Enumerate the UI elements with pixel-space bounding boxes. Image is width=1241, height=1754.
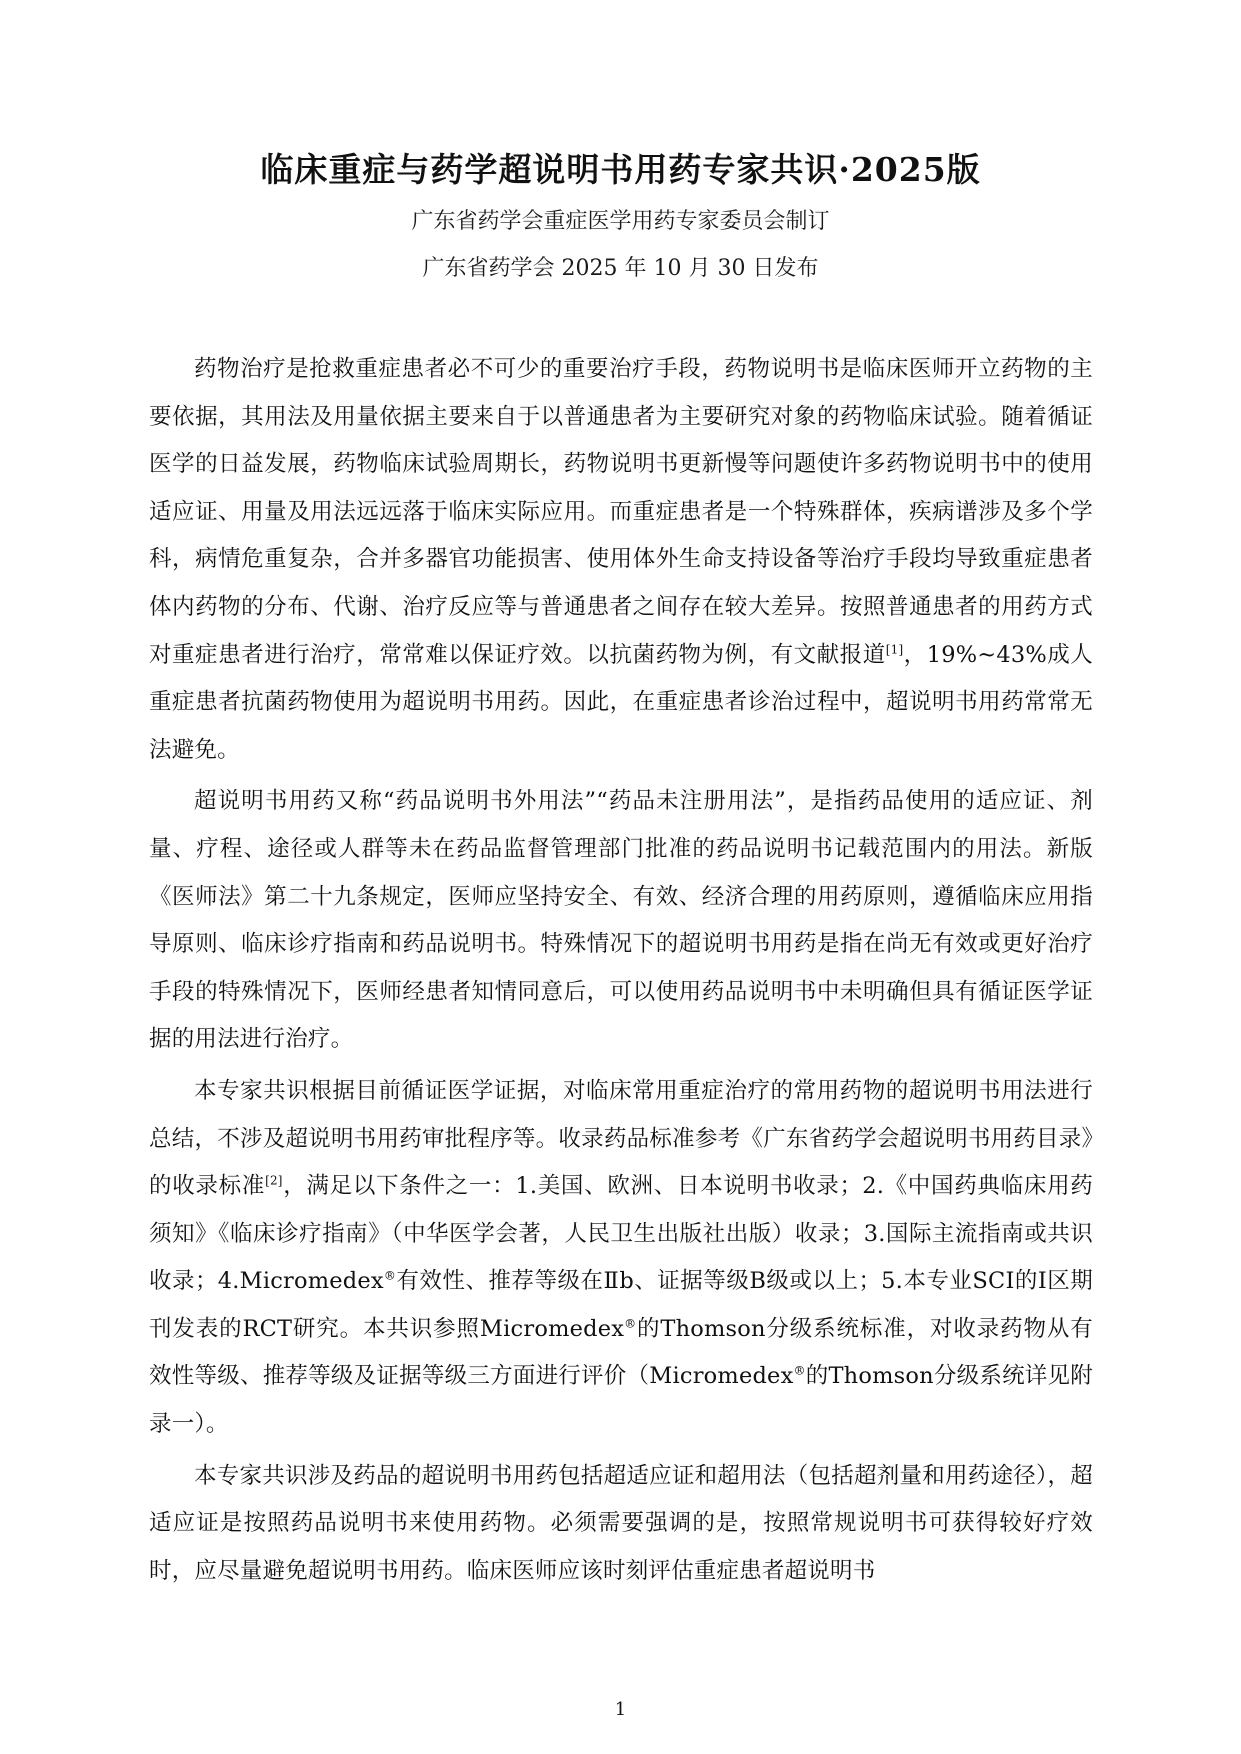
reference-2-marker: [2] [265,1173,283,1188]
reference-1-marker: [1] [885,642,904,657]
paragraph-3-text-a: 本专家共识根据目前循证医学证据，对临床常用重症治疗的常用药物的超说明书用法进行总结，不涉及超说明书用药审批程序等。收录药品标准参考《广东省药学会超说明书用药目录》的收录标准 [149,1077,1093,1200]
paragraph-2: 超说明书用药又称“药品说明书外用法”“药品未注册用法”，是指药品使用的适应证、剂量、疗程、途径或人群等未在药品监督管理部门批准的药品说明书记载范围内的用法。新版《医师法》第二十九条规定，医师应坚持安全、有效、经济合理的用药原则，遵循临床应用指导原则、临床诊疗指南和药品说明书。特殊情况下的超说明书用药是指在尚无有效或更好治疗手段的特殊情况下，医师经患者知情同意后，可以使用药品说明书中未明确但具有循证医学证据的用法进行治疗。 [149,788,1093,1053]
paragraph-3-text-d: 的Thomson分级系统标准，对收录药物从有效性等级、推荐等级及证据等级三方面进行评价（Micromedex [149,1315,1093,1390]
paragraph-3-text-e: 的Thomson分级系统详见附录一）。 [149,1363,1093,1438]
paragraph-3 [149,1068,1093,1449]
page-number: 1 [614,1699,627,1720]
paragraph-1 [149,346,1093,774]
paragraph-1-text-a: 药物治疗是抢救重症患者必不可少的重要治疗手段，药物说明书是临床医师开立药物的主要依据，其用法及用量依据主要来自于以普通患者为主要研究对象的药物临床试验。随着循证医学的日益发展，药物临床试验周期长，药物说明书更新慢等问题使许多药物说明书中的使用适应证、用量及用法远远落于临床实际应用。而重症患者是一个特殊群体，疾病谱涉及多个学科，病情危重复杂，合并多器官功能损害、使用体外生命支持设备等治疗手段均导致重症患者体内药物的分布、代谢、治疗反应等与普通患者之间存在较大差异。按照普通患者的用药方式对重症患者进行治疗，常常难以保证疗效。以抗菌药物为例，有文献报道 [149,356,1093,668]
paragraph-4: 本专家共识涉及药品的超说明书用药包括超适应证和超用法（包括超剂量和用药途径），超适应证是按照药品说明书来使用药物。必须需要强调的是，按照常规说明书可获得较好疗效时，应尽量避免超说明书用药。临床医师应该时刻评估重症患者超说明书 [149,1462,1093,1584]
document-release-date: 广东省药学会 2025 年 10 月 30 日发布 [422,256,819,281]
paragraph-1-text-b: ，19%~43%成人重症患者抗菌药物使用为超说明书用药。因此，在重症患者诊治过程中，超说明书用药常常无法避免。 [149,641,1094,763]
registered-mark: ® [793,1363,806,1378]
document-body [149,346,1093,1599]
paragraph-3-text-c: 有效性、推荐等级在Ⅱb、证据等级B级或以上；5.本专业SCI的Ⅰ区期刊发表的RCT研究。本共识参照Micromedex [149,1268,1093,1342]
registered-mark: ® [624,1316,637,1331]
registered-mark: ® [383,1268,397,1283]
paragraph-3-text-b: ，满足以下条件之一：1.美国、欧洲、日本说明书收录；2.《中国药典临床用药须知》《临床诊疗指南》（中华医学会著，人民卫生出版社出版）收录；3.国际主流指南或共识收录；4.Micromedex [149,1173,1093,1295]
document-title: 临床重症与药学超说明书用药专家共识·2025版 [260,150,981,189]
document-issuer: 广东省药学会重症医学用药专家委员会制订 [411,209,830,234]
